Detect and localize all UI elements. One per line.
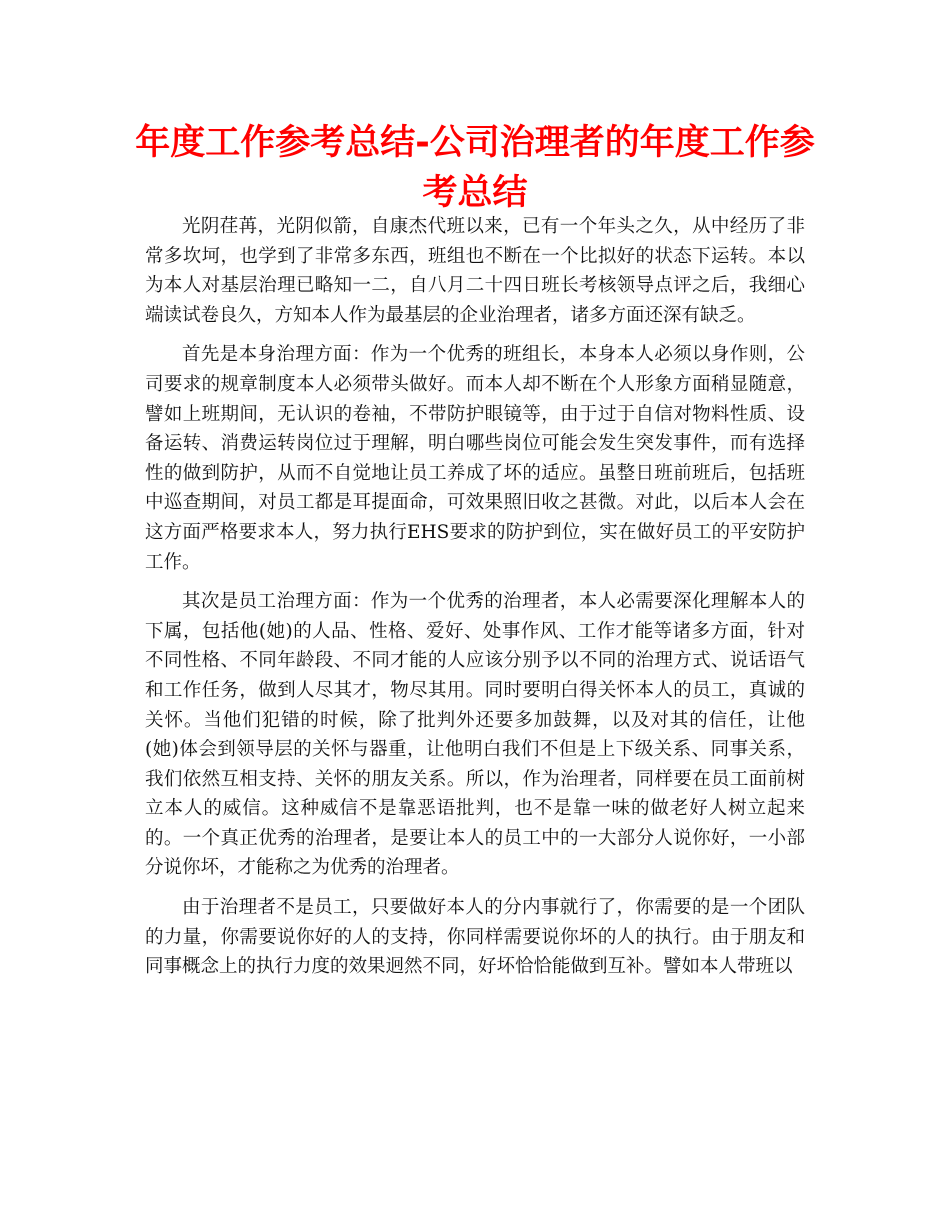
- document-title: 年度工作参考总结-公司治理者的年度工作参考总结: [135, 123, 815, 213]
- paragraph-4: 由于治理者不是员工，只要做好本人的分内事就行了，你需要的是一个团队的力量，你需要说你好的人的支持，你同样需要说你坏的人的执行。由于朋友和同事概念上的执行力度的效果迥然不同，好坏恰恰能做到互补。譬如本人带班以: [145, 897, 805, 978]
- paragraph-2: 首先是本身治理方面：作为一个优秀的班组长，本身本人必须以身作则，公司要求的规章制度本人必须带头做好。而本人却不断在个人形象方面稍显随意，譬如上班期间，无认识的卷袖，不带防护眼镜等，由于过于自信对物料性质、设备运转、消费运转岗位过于理解，明白哪些岗位可能会发生突发事件，而有选择性的做到防护，从而不自觉地让员工养成了坏的适应。虽整日班前班后，包括班中巡查期间，对员工都是耳提面命，可效果照旧收之甚微。对此，以后本人会在这方面严格要求本人，努力执行EHS要求的防护到位，实在做好员工的平安防护工作。: [145, 344, 805, 573]
- paragraph-1: 光阴荏苒，光阴似箭，自康杰代班以来，已有一个年头之久，从中经历了非常多坎坷，也学到了非常多东西，班组也不断在一个比拟好的状态下运转。本以为本人对基层治理已略知一二，自八月二十四日班长考核领导点评之后，我细心端读试卷良久，方知本人作为最基层的企业治理者，诸多方面还深有缺乏。: [145, 216, 805, 326]
- paragraph-3: 其次是员工治理方面：作为一个优秀的治理者，本人必需要深化理解本人的下属，包括他(她)的人品、性格、爱好、处事作风、工作才能等诸多方面，针对不同性格、不同年龄段、不同才能的人应该分别予以不同的治理方式、说话语气和工作任务，做到人尽其才，物尽其用。同时要明白得关怀本人的员工，真诚的关怀。当他们犯错的时候，除了批判外还要多加鼓舞，以及对其的信任，让他(她)体会到领导层的关怀与器重，让他明白我们不但是上下级关系、同事关系，我们依然互相支持、关怀的朋友关系。所以，作为治理者，同样要在员工面前树立本人的威信。这种威信不是靠恶语批判，也不是靠一味的做老好人树立起来的。一个真正优秀的治理者，是要让本人的员工中的一大部分人说你好，一小部分说你坏，才能称之为优秀的治理者。: [145, 591, 805, 879]
- document-body: [145, 212, 805, 992]
